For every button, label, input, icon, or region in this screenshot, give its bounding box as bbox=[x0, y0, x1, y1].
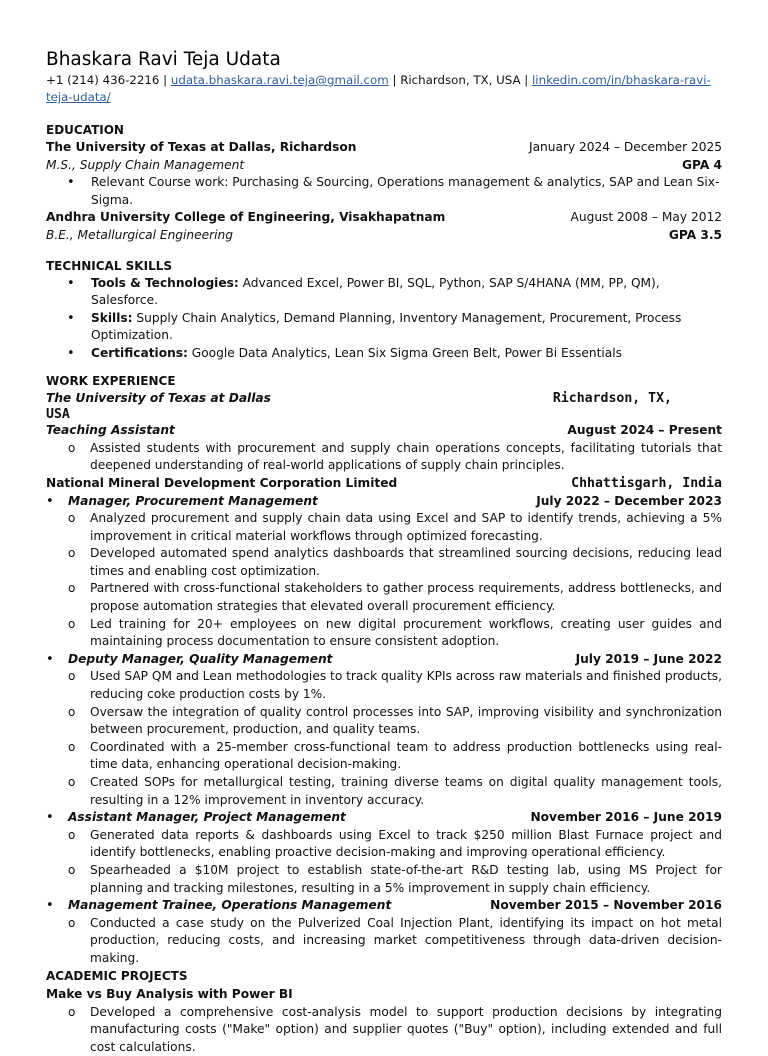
role-title: Teaching Assistant bbox=[46, 423, 175, 438]
phone-number: +1 (214) 436-2216 bbox=[46, 73, 160, 87]
candidate-name: Bhaskara Ravi Teja Udata bbox=[46, 49, 281, 70]
linkedin-link[interactable]: linkedin.com/in/bhaskara-ravi-teja-udata/ bbox=[46, 73, 711, 104]
skill-label: Tools & Technologies: bbox=[91, 275, 239, 290]
list-item: • Relevant Course work: Purchasing & Sourcing, Operations management & analytics, SAP and Lean Six-Sigma. bbox=[46, 174, 722, 209]
list-item: o Conducted a case study on the Pulverized Coal Injection Plant, identifying its impact on hot metal production, reducing costs, and increasing market competitiveness through data-driven decision-making. bbox=[46, 915, 722, 968]
org-location: Richardson, TX, bbox=[552, 390, 672, 406]
school-dates: January 2024 – December 2025 bbox=[528, 140, 722, 154]
role-bullets bbox=[46, 510, 722, 651]
email-link[interactable]: udata.bhaskara.ravi.teja@gmail.com bbox=[170, 73, 389, 87]
list-item: o Led training for 20+ employees on new digital procurement workflows, creating user guides and maintaining process documentation to ensure consistent adoption. bbox=[46, 616, 722, 651]
school-row bbox=[46, 139, 722, 157]
org-location: Chhattisgarh, India bbox=[571, 475, 722, 491]
separator: | bbox=[520, 73, 533, 87]
role-bullets bbox=[46, 915, 722, 968]
skill-text: Supply Chain Analytics, Demand Planning, Inventory Management, Procurement, Process Optimization. bbox=[91, 310, 682, 343]
role-bullets bbox=[46, 827, 722, 897]
role-dates: July 2022 – December 2023 bbox=[536, 493, 722, 508]
location-text: Richardson, TX, USA bbox=[400, 73, 521, 87]
separator: | bbox=[159, 73, 171, 87]
role-dates: November 2015 – November 2016 bbox=[490, 898, 722, 913]
degree-name: M.S., Supply Chain Management bbox=[46, 157, 245, 172]
list-item bbox=[46, 310, 722, 345]
role-row bbox=[46, 651, 722, 669]
list-item: o Used SAP QM and Lean methodologies to track quality KPIs across raw materials and finished products, reducing coke production costs by 1%. bbox=[46, 668, 722, 703]
list-item: o Partnered with cross-functional stakeholders to gather process requirements, address bottlenecks, and propose automation strategies that elevated overall procurement efficiency. bbox=[46, 580, 722, 615]
degree-name: B.E., Metallurgical Engineering bbox=[46, 227, 234, 242]
gpa: GPA 3.5 bbox=[668, 227, 722, 242]
project-bullets bbox=[46, 1004, 722, 1056]
school-dates: August 2008 – May 2012 bbox=[570, 210, 722, 225]
skill-label: Skills: bbox=[91, 310, 133, 325]
skills-list bbox=[46, 275, 722, 363]
skills-heading: TECHNICAL SKILLS bbox=[46, 258, 172, 273]
list-item bbox=[46, 345, 722, 363]
role-dates: November 2016 – June 2019 bbox=[530, 810, 722, 825]
experience-heading: WORK EXPERIENCE bbox=[46, 373, 176, 388]
projects-heading: ACADEMIC PROJECTS bbox=[46, 968, 188, 983]
degree-row bbox=[46, 227, 722, 245]
project-name: Make vs Buy Analysis with Power BI bbox=[46, 986, 293, 1001]
gpa: GPA 4 bbox=[682, 157, 722, 172]
skill-text: Advanced Excel, Power BI, SQL, Python, SAP S/4HANA (MM, PP, QM), Salesforce. bbox=[91, 275, 660, 308]
role-dates: July 2019 – June 2022 bbox=[575, 651, 722, 666]
list-item: o Developed automated spend analytics dashboards that streamlined sourcing decisions, reducing lead times and enabling cost optimization. bbox=[46, 545, 722, 580]
list-item: o Spearheaded a $10M project to establish state-of-the-art R&D testing lab, using MS Project for planning and tracking milestones, resulting in a 5% improvement in supply chain efficiency. bbox=[46, 862, 722, 897]
role-row bbox=[46, 897, 722, 915]
list-item: o Created SOPs for metallurgical testing, training diverse teams on digital quality management tools, resulting in a 12% improvement in inventory accuracy. bbox=[46, 774, 722, 809]
role-title: • Manager, Procurement Management bbox=[68, 493, 318, 508]
list-item bbox=[46, 275, 722, 310]
skill-label: Certifications: bbox=[91, 345, 188, 360]
school-name: The University of Texas at Dallas, Richardson bbox=[46, 140, 357, 154]
role-row bbox=[46, 809, 722, 827]
list-item: o Oversaw the integration of quality control processes into SAP, improving visibility and synchronization between procurement, production, and quality teams. bbox=[46, 704, 722, 739]
org-row bbox=[46, 475, 722, 493]
org-row bbox=[46, 390, 722, 408]
school-row bbox=[46, 209, 722, 227]
education-notes bbox=[46, 174, 722, 209]
school-city: , Visakhapatnam bbox=[330, 210, 446, 225]
role-row bbox=[46, 493, 722, 511]
role-title: • Assistant Manager, Project Management bbox=[68, 810, 346, 825]
skill-text: Google Data Analytics, Lean Six Sigma Green Belt, Power Bi Essentials bbox=[187, 345, 622, 360]
role-dates: August 2024 – Present bbox=[567, 423, 722, 438]
contact-line bbox=[46, 72, 722, 106]
org-location-continued: USA bbox=[46, 407, 70, 423]
list-item: o Generated data reports & dashboards using Excel to track $250 million Blast Furnace project and identify bottlenecks, enabling proactive decision-making and improving operational efficiency. bbox=[46, 827, 722, 862]
list-item: o Assisted students with procurement and supply chain operations concepts, facilitating tutorials that deepened understanding of real-world applications of supply chain principles. bbox=[46, 440, 722, 475]
role-title: • Deputy Manager, Quality Management bbox=[68, 651, 333, 666]
org-name: The University of Texas at Dallas bbox=[46, 390, 271, 405]
list-item: o Analyzed procurement and supply chain data using Excel and SAP to identify trends, achieving a 5% improvement in critical material workflows through optimized forecasting. bbox=[46, 510, 722, 545]
list-item: o Developed a comprehensive cost-analysis model to support production decisions by integrating manufacturing costs ("Make" option) and supplier quotes ("Buy" option), including extended and full cost calculations. bbox=[46, 1004, 722, 1056]
separator: | bbox=[388, 73, 401, 87]
role-title: • Management Trainee, Operations Management bbox=[68, 898, 392, 913]
role-row bbox=[46, 422, 722, 440]
school-name bbox=[46, 209, 445, 227]
role-bullets bbox=[46, 668, 722, 809]
school-name-main: Andhra University College of Engineering bbox=[46, 210, 331, 225]
list-item: o Coordinated with a 25-member cross-functional team to address production bottlenecks using real-time data, enhancing operational decision-making. bbox=[46, 739, 722, 774]
role-bullets bbox=[46, 440, 722, 475]
education-heading: EDUCATION bbox=[46, 123, 124, 137]
org-name: National Mineral Development Corporation Limited bbox=[46, 475, 398, 490]
degree-row bbox=[46, 157, 722, 175]
